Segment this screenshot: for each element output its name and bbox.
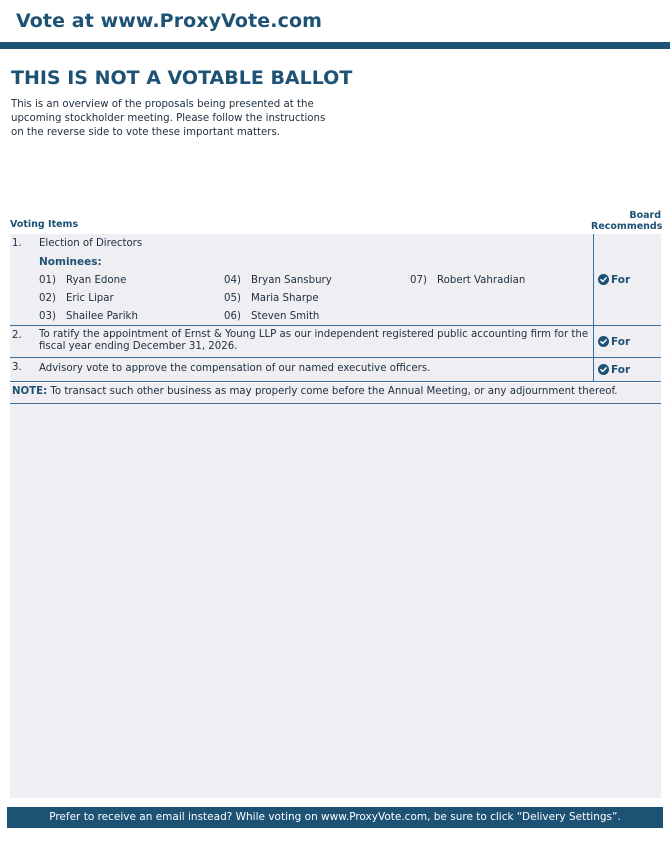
board-recommendation bbox=[593, 358, 661, 381]
board-recommendation bbox=[593, 234, 661, 325]
nominee bbox=[39, 275, 126, 286]
nominee-number: 06) bbox=[224, 311, 241, 322]
nominee bbox=[224, 293, 319, 304]
note-body: To transact such other business as may properly come before the Annual Meeting, or any adjournment thereof. bbox=[47, 386, 618, 397]
nominee-number: 02) bbox=[39, 293, 56, 304]
voting-item-3 bbox=[10, 358, 661, 382]
recommendation-label: For bbox=[611, 273, 631, 286]
nominee bbox=[39, 293, 114, 304]
note-label: NOTE: bbox=[12, 386, 48, 397]
note-row bbox=[10, 383, 661, 404]
nominee-name: Eric Lipar bbox=[66, 293, 114, 304]
intro-text: This is an overview of the proposals being presented at the upcoming stockholder meeting. Please follow the instructions on the reverse side to vote these important matters. bbox=[11, 99, 326, 138]
item-number: 2. bbox=[12, 330, 22, 341]
nominee-number: 03) bbox=[39, 311, 56, 322]
voting-item-1 bbox=[10, 234, 661, 326]
voting-items-label: Voting Items bbox=[10, 219, 79, 230]
voting-items-table bbox=[10, 234, 661, 382]
item-text: Election of Directors bbox=[39, 238, 143, 249]
board-recommends-label: Board Recommends bbox=[591, 210, 663, 232]
nominee-number: 01) bbox=[39, 275, 56, 286]
nominees-label: Nominees: bbox=[39, 256, 102, 268]
footer-banner: Prefer to receive an email instead? While voting on www.ProxyVote.com, be sure to click “Delivery Settings”. bbox=[7, 807, 663, 828]
nominee-number: 04) bbox=[224, 275, 241, 286]
check-circle-icon bbox=[598, 336, 609, 347]
nominee-number: 05) bbox=[224, 293, 241, 304]
ballot-heading: THIS IS NOT A VOTABLE BALLOT bbox=[11, 67, 353, 89]
header-rule bbox=[0, 42, 670, 49]
nominee bbox=[39, 311, 138, 322]
voting-table-header bbox=[10, 208, 661, 232]
nominee-name: Maria Sharpe bbox=[251, 293, 319, 304]
header-title: Vote at www.ProxyVote.com bbox=[16, 10, 322, 32]
nominee-name: Steven Smith bbox=[251, 311, 320, 322]
nominee-name: Robert Vahradian bbox=[437, 275, 526, 286]
check-circle-icon bbox=[598, 274, 609, 285]
nominee-name: Shailee Parikh bbox=[66, 311, 138, 322]
board-recommendation bbox=[593, 326, 661, 357]
item-text: Advisory vote to approve the compensation of our named executive officers. bbox=[39, 363, 431, 374]
item-number: 1. bbox=[12, 238, 22, 249]
nominee bbox=[410, 275, 525, 286]
voting-item-2 bbox=[10, 326, 661, 358]
item-text: To ratify the appointment of Ernst & Young LLP as our independent registered public accounting firm for the fiscal year ending December 31, 2026. bbox=[39, 329, 589, 352]
item-number: 3. bbox=[12, 362, 22, 373]
nominee bbox=[224, 311, 319, 322]
nominee-name: Bryan Sansbury bbox=[251, 275, 332, 286]
recommendation-label: For bbox=[611, 335, 631, 348]
nominee-name: Ryan Edone bbox=[66, 275, 127, 286]
nominee bbox=[224, 275, 332, 286]
note-text bbox=[12, 386, 618, 397]
nominee-number: 07) bbox=[410, 275, 427, 286]
recommendation-label: For bbox=[611, 363, 631, 376]
check-circle-icon bbox=[598, 364, 609, 375]
blank-panel bbox=[10, 404, 661, 798]
